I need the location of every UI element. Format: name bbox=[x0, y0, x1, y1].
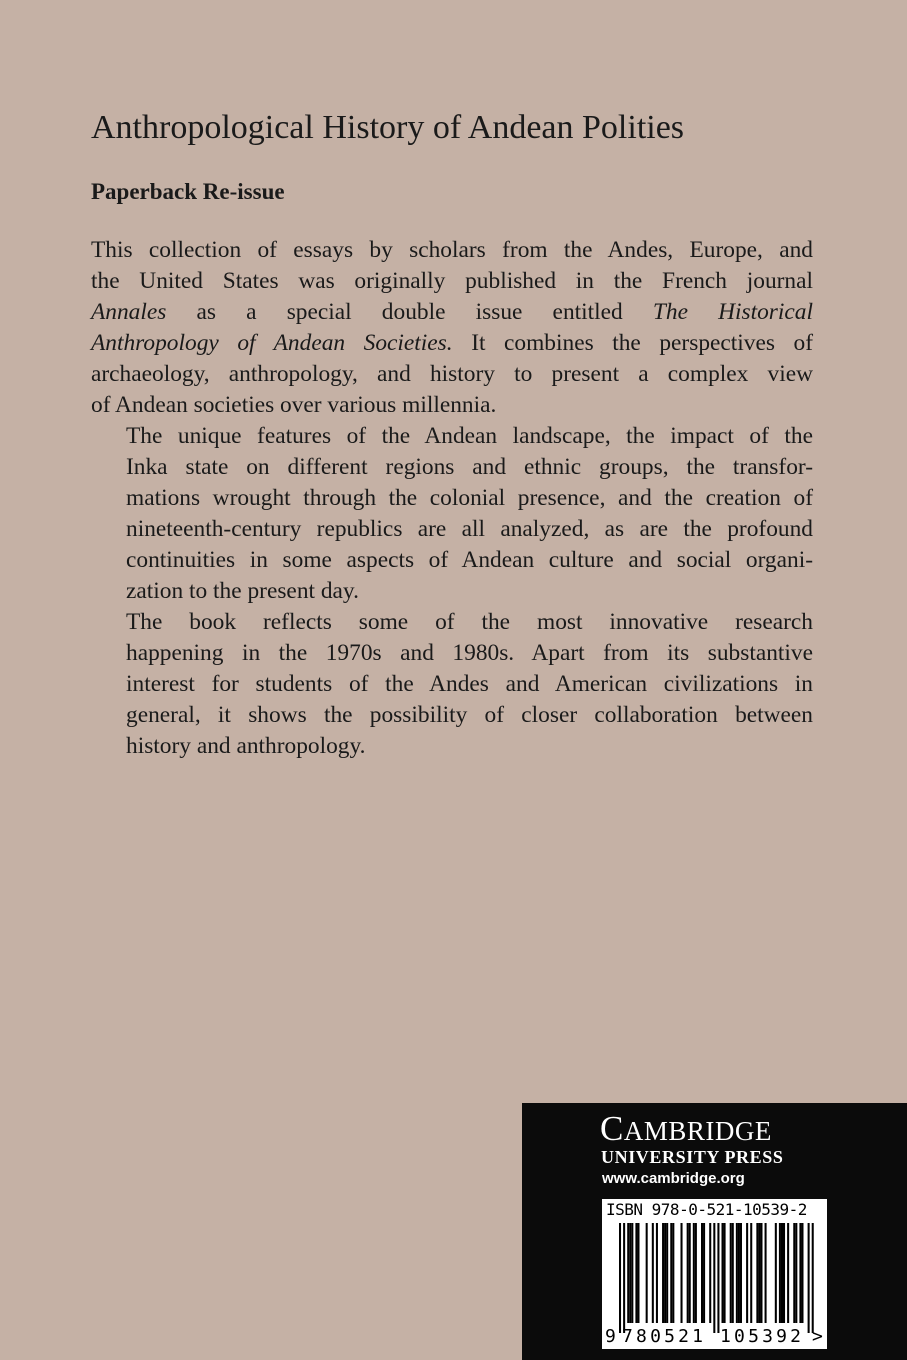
blurb-text-run: history and anthropology. bbox=[126, 733, 366, 759]
blurb-line bbox=[91, 607, 813, 638]
barcode-bar bbox=[687, 1223, 689, 1323]
ean-left-group: 780521 bbox=[622, 1326, 707, 1347]
barcode-bar bbox=[801, 1223, 803, 1323]
blurb-line bbox=[91, 731, 813, 762]
blurb-line bbox=[91, 452, 813, 483]
barcode-bar bbox=[738, 1223, 740, 1323]
barcode-bar bbox=[746, 1223, 748, 1323]
barcode-bar bbox=[722, 1223, 724, 1323]
isbn-barcode bbox=[602, 1199, 827, 1349]
barcode-bar bbox=[656, 1223, 658, 1323]
blurb-paragraph bbox=[91, 421, 813, 607]
publisher-name bbox=[600, 1109, 772, 1151]
isbn-label: ISBN 978-0-521-10539-2 bbox=[606, 1200, 807, 1219]
blurb-text-run: archaeology, anthropology, and history to present a complex view bbox=[91, 361, 813, 387]
barcode-bar bbox=[662, 1223, 664, 1323]
barcode-bar bbox=[631, 1223, 633, 1323]
barcode-bar bbox=[672, 1223, 674, 1323]
blurb-text-run: general, it shows the possibility of closer collaboration between bbox=[126, 702, 813, 728]
blurb-text-run: zation to the present day. bbox=[126, 578, 359, 604]
barcode-bar bbox=[779, 1223, 781, 1323]
blurb-line bbox=[91, 359, 813, 390]
blurb-line bbox=[91, 390, 813, 421]
barcode-bar bbox=[689, 1223, 691, 1323]
barcode-bar bbox=[795, 1223, 797, 1323]
barcode-bar bbox=[740, 1223, 742, 1323]
blurb-line bbox=[91, 328, 813, 359]
barcode-bar bbox=[652, 1223, 654, 1323]
blurb-text-run: Inka state on different regions and ethnic groups, the transfor- bbox=[126, 454, 813, 480]
ean-lead-digit: 9 bbox=[605, 1326, 616, 1347]
blurb-text bbox=[91, 235, 813, 762]
blurb-line bbox=[91, 483, 813, 514]
barcode-bar bbox=[760, 1223, 762, 1323]
barcode-bar bbox=[670, 1223, 672, 1323]
blurb-line bbox=[91, 421, 813, 452]
blurb-line bbox=[91, 514, 813, 545]
blurb-text-run: nineteenth-century republics are all analyzed, as are the profound bbox=[126, 516, 813, 542]
barcode-guard-bar bbox=[812, 1223, 814, 1333]
barcode-bar bbox=[799, 1223, 801, 1323]
blurb-line bbox=[91, 235, 813, 266]
publisher-name-rest: AMBRIDGE bbox=[623, 1116, 772, 1146]
blurb-line bbox=[91, 266, 813, 297]
blurb-paragraph bbox=[91, 607, 813, 762]
barcode-bar bbox=[703, 1223, 705, 1323]
edition-subtitle: Paperback Re-issue bbox=[91, 179, 285, 204]
blurb-text-run: It combines the perspectives of bbox=[452, 330, 813, 356]
blurb-text-run: the United States was originally published in the French journal bbox=[91, 268, 813, 294]
blurb-italic-run: Anthropology of Andean Societies. bbox=[91, 330, 453, 356]
blurb-text-run: The book reflects some of the most innovative research bbox=[126, 609, 813, 635]
barcode-guard-bar bbox=[808, 1223, 810, 1333]
ean-quiet-zone-mark: > bbox=[812, 1326, 823, 1347]
barcode-bar bbox=[693, 1223, 695, 1323]
barcode-bar bbox=[629, 1223, 631, 1323]
blurb-line bbox=[91, 545, 813, 576]
barcode-bar bbox=[736, 1223, 738, 1323]
publisher-press-line: UNIVERSITY PRESS bbox=[601, 1147, 784, 1167]
blurb-italic-run: The Historical bbox=[652, 299, 813, 325]
barcode-bar bbox=[695, 1223, 697, 1323]
barcode-bar bbox=[783, 1223, 785, 1323]
blurb-paragraph bbox=[91, 235, 813, 421]
barcode-guard-bar bbox=[717, 1223, 719, 1333]
blurb-italic-run: Annales bbox=[91, 299, 167, 325]
barcode-bar bbox=[775, 1223, 777, 1323]
blurb-text-run: happening in the 1970s and 1980s. Apart from its substantive bbox=[126, 640, 813, 666]
publisher-name-initial: C bbox=[600, 1109, 624, 1148]
barcode-bar bbox=[730, 1223, 732, 1323]
barcode-guard-bar bbox=[713, 1223, 715, 1333]
barcode-bar bbox=[787, 1223, 789, 1323]
barcode-bar bbox=[765, 1223, 767, 1323]
publisher-imprint bbox=[522, 1103, 907, 1360]
ean-right-group: 105392 bbox=[720, 1326, 805, 1347]
blurb-line bbox=[91, 669, 813, 700]
blurb-line bbox=[91, 297, 813, 328]
barcode-bar bbox=[635, 1223, 637, 1323]
blurb-line bbox=[91, 638, 813, 669]
barcode-bar bbox=[732, 1223, 734, 1323]
barcode-bar bbox=[793, 1223, 795, 1323]
barcode-bar bbox=[781, 1223, 783, 1323]
barcode-bar bbox=[756, 1223, 758, 1323]
blurb-text-run: The unique features of the Andean landscape, the impact of the bbox=[126, 423, 813, 449]
barcode-bar bbox=[724, 1223, 726, 1323]
barcode-bar bbox=[627, 1223, 629, 1323]
blurb-text-run: interest for students of the Andes and American civilizations in bbox=[126, 671, 813, 697]
barcode-bar bbox=[646, 1223, 648, 1323]
blurb-text-run: continuities in some aspects of Andean culture and social organi- bbox=[126, 547, 813, 573]
barcode-bar bbox=[709, 1223, 711, 1323]
barcode-bar bbox=[666, 1223, 668, 1323]
blurb-line bbox=[91, 576, 813, 607]
barcode-guard-bar bbox=[623, 1223, 625, 1333]
blurb-text-run: of Andean societies over various millennia. bbox=[91, 392, 497, 418]
barcode-bar bbox=[637, 1223, 639, 1323]
publisher-url: www.cambridge.org bbox=[602, 1170, 745, 1187]
barcode-bar bbox=[758, 1223, 760, 1323]
blurb-text-run: as a special double issue entitled bbox=[166, 299, 653, 325]
barcode-bar bbox=[750, 1223, 752, 1323]
barcode-bar bbox=[701, 1223, 703, 1323]
barcode-bar bbox=[681, 1223, 683, 1323]
blurb-text-run: This collection of essays by scholars from the Andes, Europe, and bbox=[91, 237, 813, 263]
barcode-bar bbox=[664, 1223, 666, 1323]
barcode-guard-bar bbox=[619, 1223, 621, 1333]
blurb-text-run: mations wrought through the colonial presence, and the creation of bbox=[126, 485, 813, 511]
book-title: Anthropological History of Andean Polities bbox=[91, 109, 685, 146]
blurb-line bbox=[91, 700, 813, 731]
